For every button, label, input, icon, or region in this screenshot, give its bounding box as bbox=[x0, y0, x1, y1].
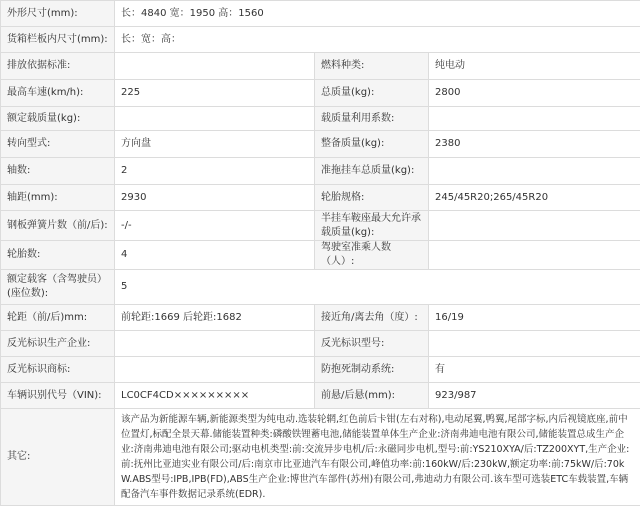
table-row bbox=[1, 270, 640, 305]
table-row bbox=[1, 185, 640, 211]
tire-spec-value: 245/45R20;265/45R20 bbox=[429, 185, 640, 211]
gross-mass-label: 总质量(kg): bbox=[315, 80, 429, 107]
track-width-value: 前轮距:1669 后轮距:1682 bbox=[115, 305, 315, 331]
abs-value: 有 bbox=[429, 357, 640, 383]
fuel-type-label: 燃料种类: bbox=[315, 53, 429, 80]
load-utilization-label: 载质量利用系数: bbox=[315, 107, 429, 131]
seating-capacity-value: 5 bbox=[115, 270, 640, 305]
table-row bbox=[1, 383, 640, 409]
reflector-brand-value bbox=[115, 357, 315, 383]
reflector-manufacturer-value bbox=[115, 331, 315, 357]
curb-mass-value: 2380 bbox=[429, 131, 640, 158]
saddle-load-label: 半挂车鞍座最大允许承载质量(kg): bbox=[315, 211, 429, 241]
steering-type-label: 转向型式: bbox=[1, 131, 115, 158]
leaf-spring-value: -/- bbox=[115, 211, 315, 241]
table-row bbox=[1, 158, 640, 185]
table-row bbox=[1, 211, 640, 241]
dimensions-value bbox=[115, 1, 640, 27]
max-speed-value: 225 bbox=[115, 80, 315, 107]
fuel-type-value: 纯电动 bbox=[429, 53, 640, 80]
other-label: 其它: bbox=[1, 409, 115, 506]
table-row bbox=[1, 409, 640, 506]
trailer-mass-label: 准拖挂车总质量(kg): bbox=[315, 158, 429, 185]
axle-count-value: 2 bbox=[115, 158, 315, 185]
curb-mass-label: 整备质量(kg): bbox=[315, 131, 429, 158]
rated-load-value bbox=[115, 107, 315, 131]
table-row bbox=[1, 241, 640, 270]
cab-capacity-label: 驾驶室准乘人数（人）: bbox=[315, 241, 429, 270]
overhang-value: 923/987 bbox=[429, 383, 640, 409]
steering-type-value: 方向盘 bbox=[115, 131, 315, 158]
gross-mass-value: 2800 bbox=[429, 80, 640, 107]
wheelbase-value: 2930 bbox=[115, 185, 315, 211]
overhang-label: 前悬/后悬(mm): bbox=[315, 383, 429, 409]
table-row bbox=[1, 107, 640, 131]
trailer-mass-value bbox=[429, 158, 640, 185]
vin-label: 车辆识别代号（VIN): bbox=[1, 383, 115, 409]
reflector-brand-label: 反光标识商标: bbox=[1, 357, 115, 383]
table-row bbox=[1, 331, 640, 357]
table-row bbox=[1, 80, 640, 107]
seating-capacity-label: 额定载客（含驾驶员）(座位数): bbox=[1, 270, 115, 305]
axle-count-label: 轴数: bbox=[1, 158, 115, 185]
table-row bbox=[1, 53, 640, 80]
tire-count-label: 轮胎数: bbox=[1, 241, 115, 270]
reflector-manufacturer-label: 反光标识生产企业: bbox=[1, 331, 115, 357]
max-speed-label: 最高车速(km/h): bbox=[1, 80, 115, 107]
wheelbase-label: 轴距(mm): bbox=[1, 185, 115, 211]
cargo-box-dimensions-label: 货箱栏板内尺寸(mm): bbox=[1, 27, 115, 53]
load-utilization-value bbox=[429, 107, 640, 131]
vin-value: LC0CF4CD××××××××× bbox=[115, 383, 315, 409]
tire-spec-label: 轮胎规格: bbox=[315, 185, 429, 211]
leaf-spring-label: 钢板弹簧片数（前/后): bbox=[1, 211, 115, 241]
abs-label: 防抱死制动系统: bbox=[315, 357, 429, 383]
dimensions-value-text: 长：4840 宽：1950 高：1560 bbox=[121, 8, 264, 19]
cargo-box-dimensions-value bbox=[115, 27, 640, 53]
approach-departure-angle-value: 16/19 bbox=[429, 305, 640, 331]
table-row bbox=[1, 357, 640, 383]
table-row bbox=[1, 1, 640, 27]
rated-load-label: 额定载质量(kg): bbox=[1, 107, 115, 131]
cab-capacity-value bbox=[429, 241, 640, 270]
cargo-box-dimensions-value-text: 长：宽：高： bbox=[121, 34, 181, 45]
other-notes: 该产品为新能源车辆,新能源类型为纯电动.选装轮辋,红色前后卡钳(左右对称),电动尾翼,鸭翼,尾部字标,内后视镜底座,前中位置灯,标配全景天幕.储能装置种类:磷酸铁锂蓄电池,储能装置单体生产企业:济南弗迪电池有限公司,储能装置总成生产企业:济南弗迪电池有限公司;驱动电机类型:前:交流异步电机/后:永磁同步电机,型号:前:YS210XYA/后:TZ200XYT,生产企业:前:抚州比亚迪实业有限公司/后:南京市比亚迪汽车有限公司,峰值功率:前:160kW/后:230kW,额定功率:前:75kW/后:70kW.ABS型号:IPB,IPB(FD),ABS生产企业:博世汽车部件(苏州)有限公司,弗迪动力有限公司.该车型可选装ETC车载装置,车辆配备汽车事件数据记录系统(EDR). bbox=[115, 409, 640, 506]
dimensions-label: 外形尺寸(mm): bbox=[1, 1, 115, 27]
saddle-load-value bbox=[429, 211, 640, 241]
emission-standard-label: 排放依据标准: bbox=[1, 53, 115, 80]
tire-count-value: 4 bbox=[115, 241, 315, 270]
emission-standard-value bbox=[115, 53, 315, 80]
reflector-model-label: 反光标识型号: bbox=[315, 331, 429, 357]
table-row bbox=[1, 27, 640, 53]
track-width-label: 轮距（前/后)mm: bbox=[1, 305, 115, 331]
approach-departure-angle-label: 接近角/离去角（度）: bbox=[315, 305, 429, 331]
table-row bbox=[1, 305, 640, 331]
reflector-model-value bbox=[429, 331, 640, 357]
table-row bbox=[1, 131, 640, 158]
